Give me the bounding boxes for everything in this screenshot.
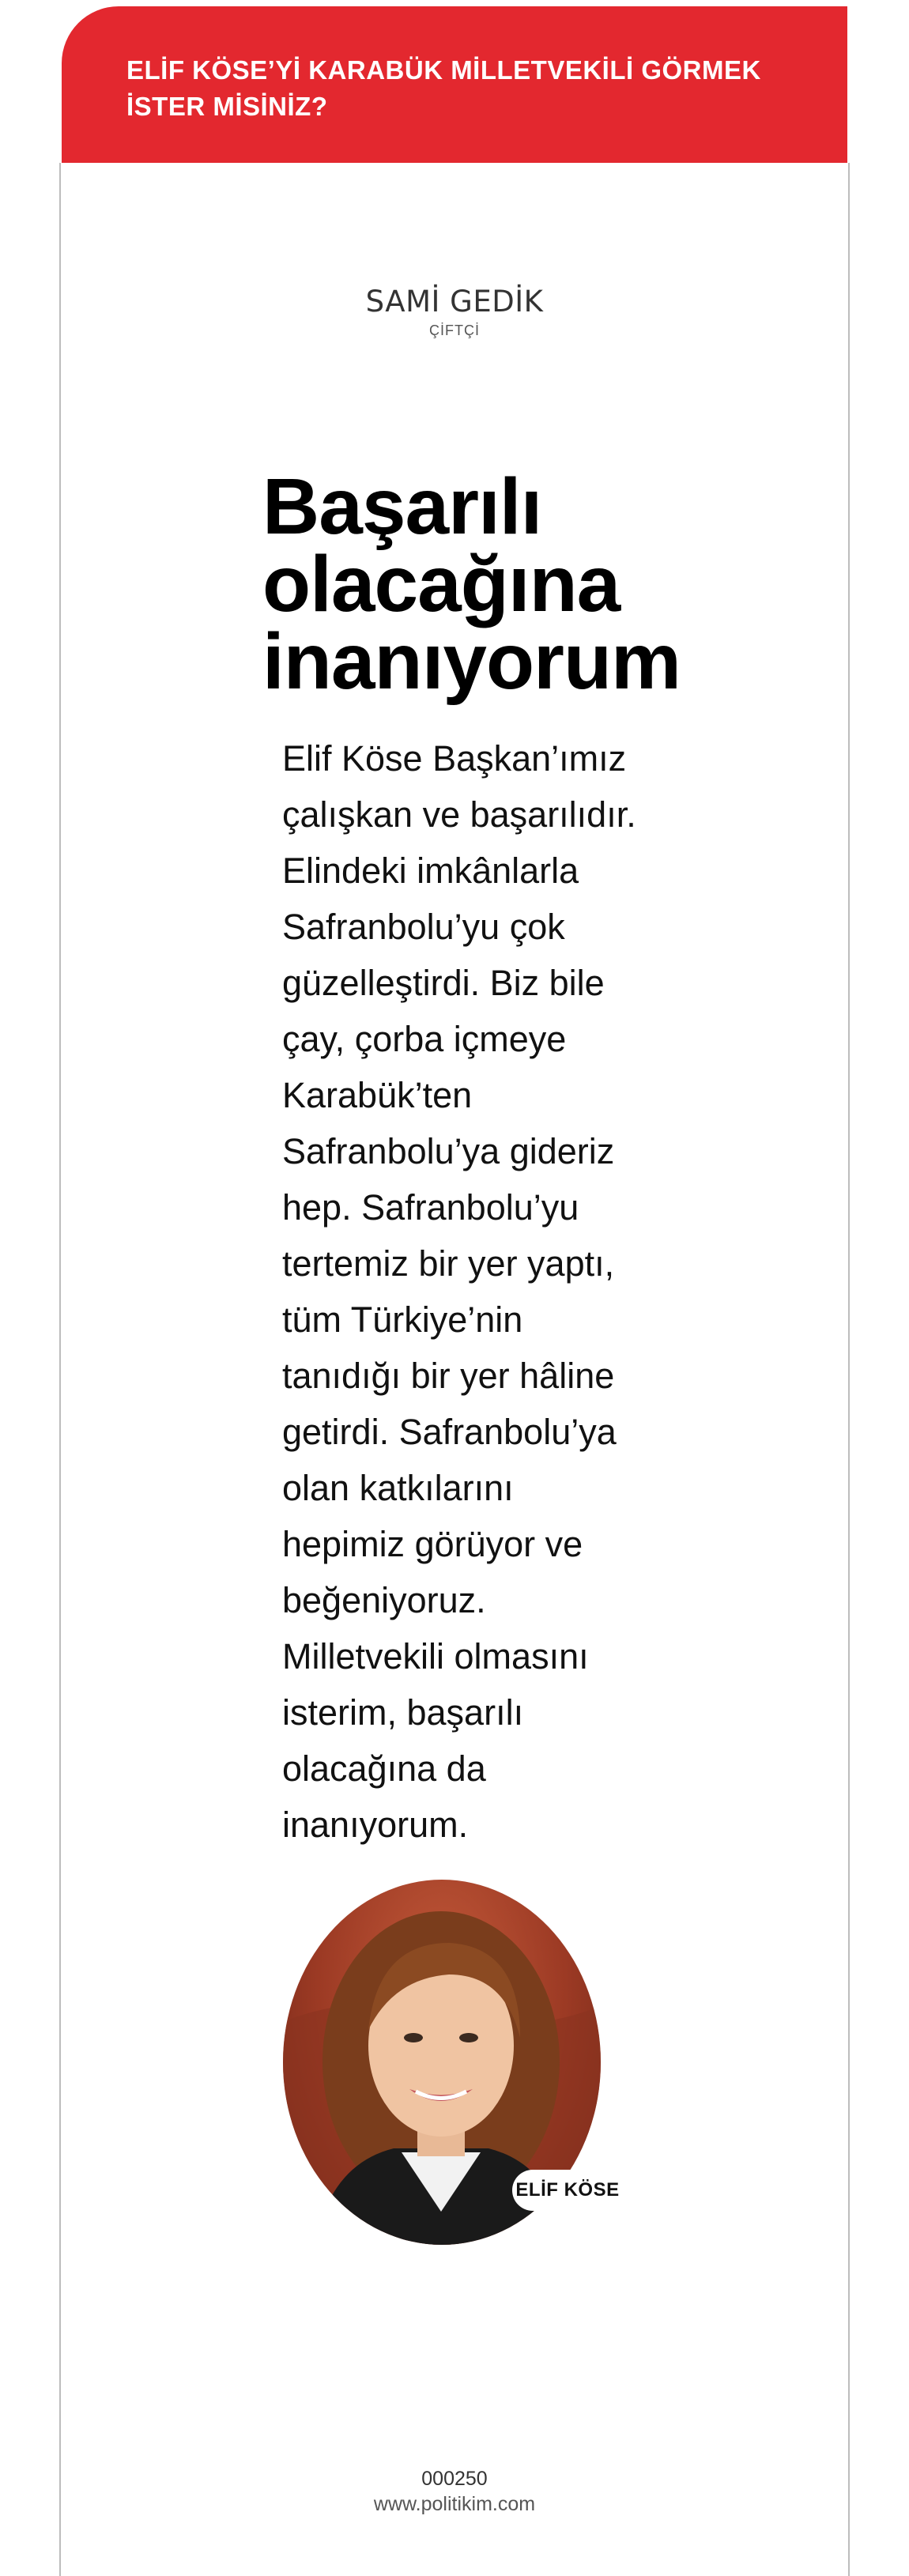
portrait-name-tag: ELİF KÖSE <box>512 2170 623 2211</box>
banner-title: ELİF KÖSE’Yİ KARABÜK MİLLETVEKİLİ GÖRMEK İSTER MİSİNİZ? <box>126 55 761 121</box>
header-banner <box>62 6 847 163</box>
author-name: SAMİ GEDİK <box>365 285 544 319</box>
author-role: ÇİFTÇİ <box>429 322 480 338</box>
article-headline: Başarılı olacağına inanıyorum <box>262 462 681 706</box>
article-quote: Elif Köse Başkan’ımız çalışkan ve başarılıdır. Elindeki imkânlarla Safranbolu’yu çok güzelleştirdi. Biz bile çay, çorba içmeye Karabük’ten Safranbolu’ya gideriz hep. Safranbolu’yu tertemiz bir yer yaptı, tüm Türkiye’nin tanıdığı bir yer hâline getirdi. Safranbolu’ya olan katkılarını hepimiz görüyor ve beğeniyoruz. Milletvekili olmasını isterim, başarılı olacağına da inanıyorum. <box>282 738 636 1845</box>
frame-border-right <box>848 163 850 2576</box>
author-block <box>0 285 909 339</box>
frame-border-left <box>59 163 61 2576</box>
footer-website: www.politikim.com <box>373 2493 536 2515</box>
footer <box>0 2466 909 2517</box>
footer-code: 000250 <box>421 2468 488 2490</box>
